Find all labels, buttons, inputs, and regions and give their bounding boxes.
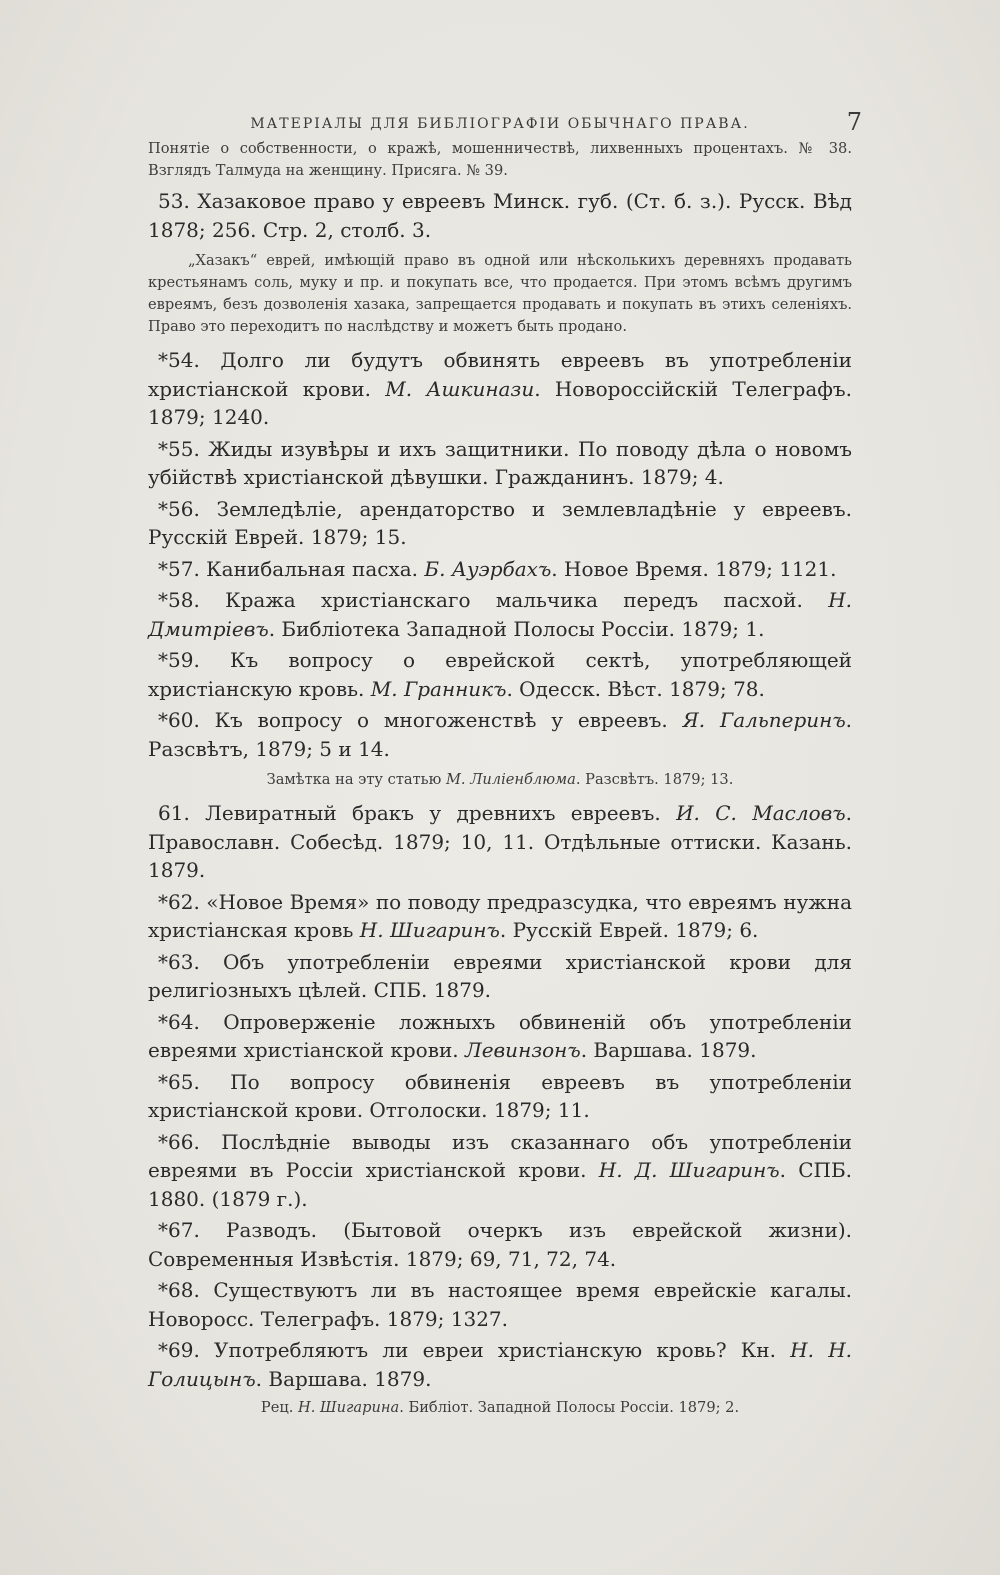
note-60: Замѣтка на эту статью М. Лиліенблюма. Разсвѣтъ. 1879; 13. <box>266 771 734 788</box>
entry-61: 61. Левиратный бракъ у древнихъ евреевъ. И. С. Масловъ. Православн. Собесѣд. 1879; 10, 11. Отдѣльные оттиски. Казань. 1879. <box>148 801 852 882</box>
entry-60: *60. Къ вопросу о многоженствѣ у евреевъ. Я. Гальперинъ. Разсвѣтъ, 1879; 5 и 14. <box>148 708 853 761</box>
note-53: „Хазакъ“ еврей, имѣющій право въ одной или нѣсколькихъ деревняхъ продавать крестьянамъ соль, муку и пр. и покупать все, что продается. При этомъ всѣмъ другимъ евреямъ, безъ дозволенія хазака, запрещается продавать и покупать въ этихъ селеніяхъ. Право это переходитъ по наслѣдству и можетъ быть продано. <box>148 252 852 335</box>
author-name: Н. Д. Шигаринъ <box>598 1158 780 1182</box>
author-name: Н. Шигарина <box>298 1399 400 1416</box>
entry-62: *62. «Новое Время» по поводу предразсудка, что евреямъ нужна христіанская кровь Н. Шигаринъ. Русскій Еврей. 1879; 6. <box>148 889 852 942</box>
note-continuation: Понятіе о собственности, о кражѣ, мошенничествѣ, лихвенныхъ процентахъ. № 38. Взглядъ Талмуда на женщину. Присяга. № 39. <box>148 140 852 179</box>
author-name: М. Ашкинази <box>385 376 535 401</box>
entry-69: *69. Употребляютъ ли евреи христіанскую кровь? Кн. Н. Н. Голицынъ. Варшава. 1879. <box>148 1338 852 1391</box>
entry-54: *54. Долго ли будутъ обвинять евреевъ въ употребленіи христіанской крови. М. Ашкинази. Новороссійскій Телеграфъ. 1879; 1240. <box>148 348 853 429</box>
author-name: Я. Гальперинъ <box>682 708 846 732</box>
author-name: М. Гранникъ <box>370 676 507 701</box>
page-number: 7 <box>846 108 862 136</box>
entry-59: *59. Къ вопросу о еврейской сектѣ, употребляющей христіанскую кровь. М. Гранникъ. Одесск. Вѣст. 1879; 78. <box>148 648 852 701</box>
author-name: Н. Н. Голицынъ <box>148 1338 852 1391</box>
entry-56: *56. Земледѣліе, арендаторство и землевладѣніе у евреевъ. Русскій Еврей. 1879; 15. <box>148 496 852 549</box>
entry-58: *58. Кража христіанскаго мальчика передъ пасхой. Н. Дмитріевъ. Библіотека Западной Полосы Россіи. 1879; 1. <box>148 588 852 641</box>
entry-63: *63. Объ употребленіи евреями христіанской крови для религіозныхъ цѣлей. СПБ. 1879. <box>148 949 852 1002</box>
entry-66: *66. Послѣдніе выводы изъ сказаннаго объ употребленіи евреями въ Россіи христіанской крови. Н. Д. Шигаринъ. СПБ. 1880. (1879 г.). <box>148 1129 852 1211</box>
entry-53: 53. Хазаковое право у евреевъ Минск. губ. (Ст. б. з.). Русск. Вѣд 1878; 256. Стр. 2, столб. 3. <box>148 189 852 242</box>
entry-65: *65. По вопросу обвиненія евреевъ въ употребленіи христіанской крови. Отголоски. 1879; 11. <box>148 1069 852 1122</box>
author-name: Н. Шигаринъ <box>359 918 500 942</box>
running-title: МАТЕРІАЛЫ ДЛЯ БИБЛІОГРАФІИ ОБЫЧНАГО ПРАВА. <box>250 116 750 132</box>
author-name: Левинзонъ <box>465 1038 581 1062</box>
bibliography-list <box>148 138 852 1419</box>
entry-57: *57. Канибальная пасха. Б. Ауэрбахъ. Новое Время. 1879; 1121. <box>158 556 837 581</box>
author-name: Б. Ауэрбахъ <box>424 556 552 581</box>
entry-55: *55. Жиды изувѣры и ихъ защитники. По поводу дѣла о новомъ убійствѣ христіанской дѣвушки. Гражданинъ. 1879; 4. <box>148 436 852 489</box>
note-69: Рец. Н. Шигарина. Библіот. Западной Полосы Россіи. 1879; 2. <box>260 1399 740 1416</box>
entry-68: *68. Существуютъ ли въ настоящее время еврейскіе кагалы. Новоросс. Телеграфъ. 1879; 1327. <box>148 1278 852 1331</box>
author-name: И. С. Масловъ <box>676 801 846 825</box>
author-name: М. Лиліенблюма <box>445 771 576 788</box>
entry-64: *64. Опроверженіе ложныхъ обвиненій объ употребленіи евреями христіанской крови. Левинзонъ. Варшава. 1879. <box>148 1009 852 1062</box>
entry-67: *67. Разводъ. (Бытовой очеркъ изъ еврейской жизни). Современныя Извѣстія. 1879; 69, 71, 72, 74. <box>148 1218 852 1271</box>
running-head <box>148 108 862 138</box>
author-name: Н. Дмитріевъ <box>148 588 852 641</box>
